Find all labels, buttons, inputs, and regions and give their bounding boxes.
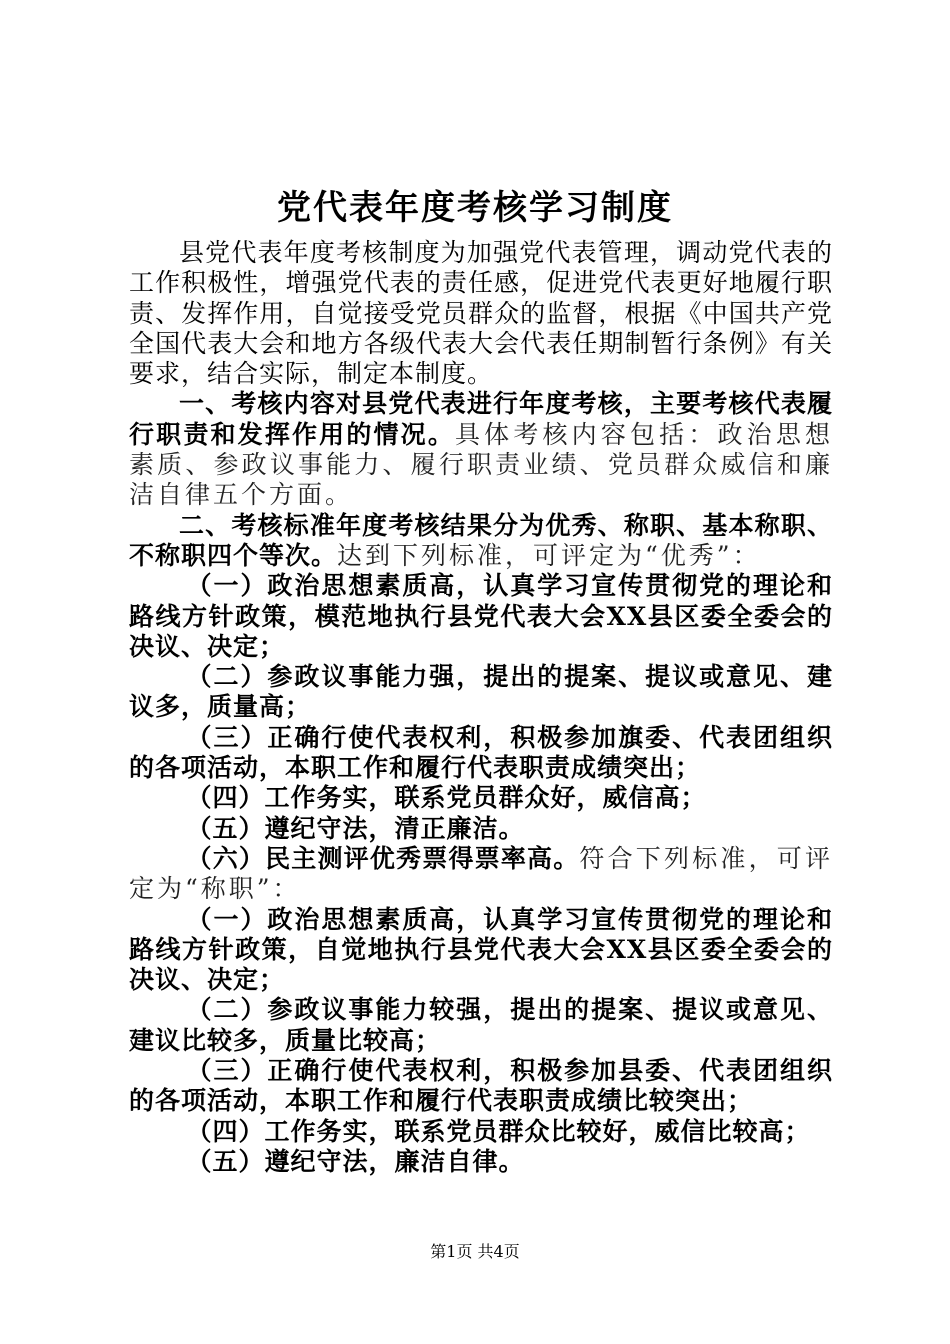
page-footer: 第1页 共4页 bbox=[430, 1242, 520, 1261]
section-1-paragraph bbox=[129, 389, 833, 510]
competent-item-1: （一）政治思想素质高，认真学习宣传贯彻党的理论和路线方针政策，自觉地执行县党代表大会XX县区委全委会的决议、决定； bbox=[129, 904, 833, 995]
section-2-paragraph bbox=[129, 511, 833, 572]
competent-intro: 符合下列标准，可评定为“称职”： bbox=[129, 843, 833, 904]
section-1-heading: 一、考核内容对县党代表进行年度考核，主要考核代表履行职责和发挥作用的情况。 bbox=[129, 389, 833, 449]
excellent-item-2: （二）参政议事能力强，提出的提案、提议或意见、建议多，质量高； bbox=[129, 662, 833, 722]
competent-item-5: （五）遵纪守法，廉洁自律。 bbox=[186, 1146, 525, 1176]
excellent-item-6: （六）民主测评优秀票得票率高。 bbox=[186, 843, 580, 873]
intro-paragraph: 县党代表年度考核制度为加强党代表管理，调动党代表的工作积极性，增强党代表的责任感，促进党代表更好地履行职责、发挥作用，自觉接受党员群众的监督，根据《中国共产党全国代表大会和地方各级代表大会代表任期制暂行条例》有关要求，结合实际，制定本制度。 bbox=[129, 238, 833, 389]
excellent-item-1: （一）政治思想素质高，认真学习宣传贯彻党的理论和路线方针政策，模范地执行县党代表大会XX县区委全委会的决议、决定； bbox=[129, 571, 833, 661]
competent-item-4: （四）工作务实，联系党员群众比较好，威信比较高； bbox=[186, 1116, 811, 1146]
section-1-body: 具体考核内容包括：政治思想素质、参政议事能力、履行职责业绩、党员群众威信和廉洁自律五个方面。 bbox=[129, 419, 833, 510]
document-title: 党代表年度考核学习制度 bbox=[277, 188, 673, 228]
excellent-item-5: （五）遵纪守法，清正廉洁。 bbox=[186, 813, 525, 843]
excellent-item-3: （三）正确行使代表权利，积极参加旗委、代表团组织的各项活动，本职工作和履行代表职责成绩突出； bbox=[129, 722, 833, 783]
excellent-item-6-paragraph bbox=[129, 844, 833, 905]
section-2-body: 达到下列标准，可评定为“优秀”： bbox=[337, 540, 761, 570]
document-body bbox=[129, 238, 833, 1177]
excellent-item-4: （四）工作务实，联系党员群众好，威信高； bbox=[186, 783, 707, 813]
competent-item-3: （三）正确行使代表权利，积极参加县委、代表团组织的各项活动，本职工作和履行代表职责成绩比较突出； bbox=[129, 1056, 833, 1116]
section-2-heading: 二、考核标准年度考核结果分为优秀、称职、基本称职、不称职四个等次。 bbox=[129, 510, 833, 570]
competent-item-2: （二）参政议事能力较强，提出的提案、提议或意见、建议比较多，质量比较高； bbox=[129, 995, 833, 1055]
